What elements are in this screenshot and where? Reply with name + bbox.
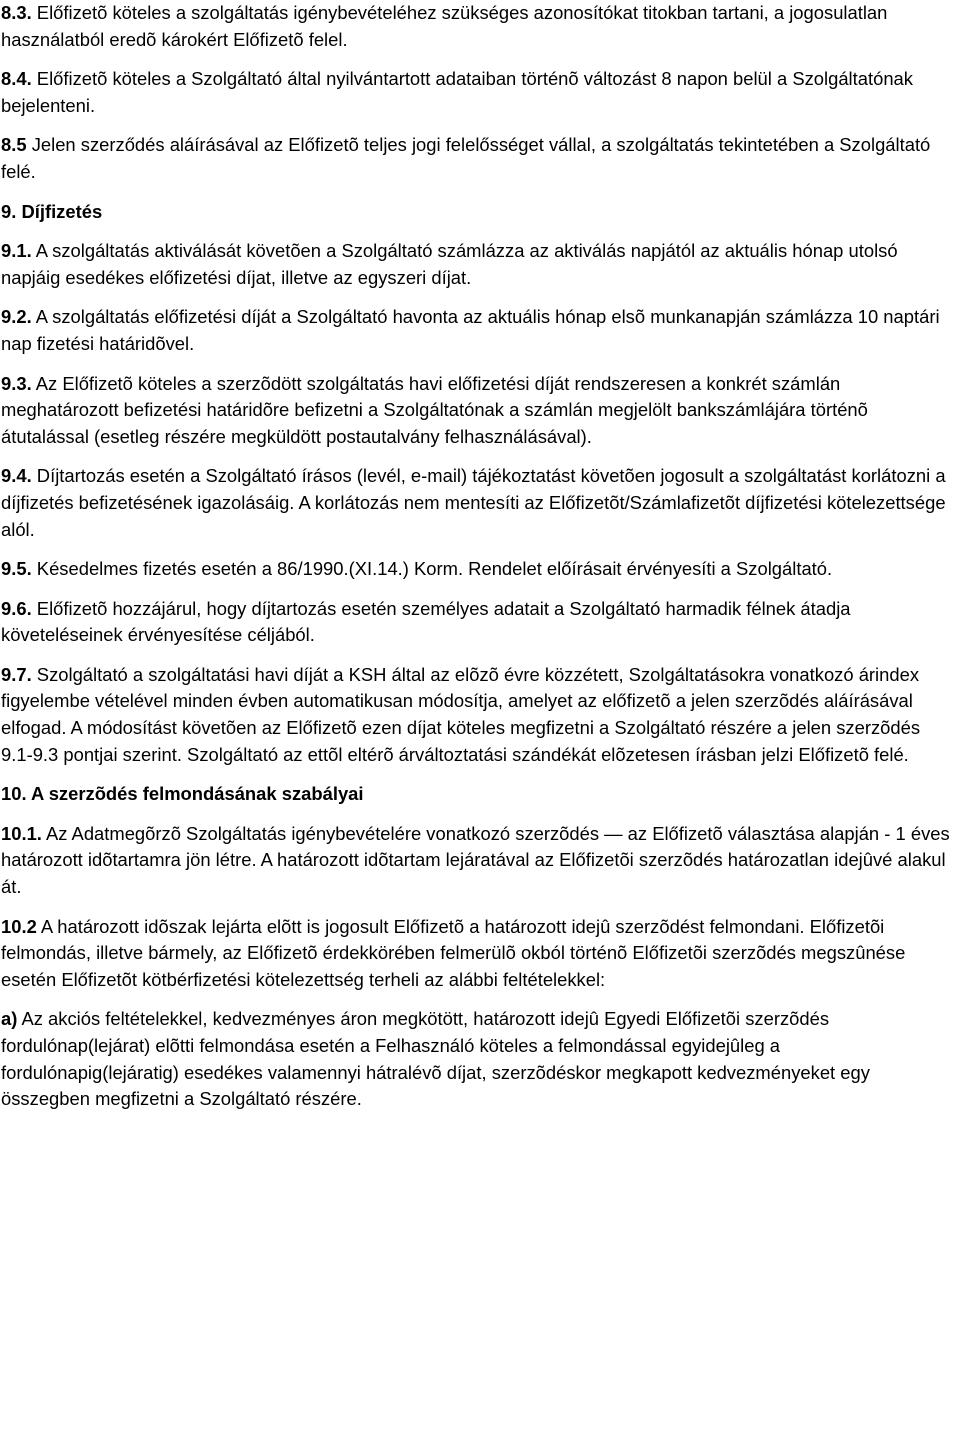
paragraph-9-6 xyxy=(1,596,951,649)
paragraph-a xyxy=(1,1006,951,1112)
paragraph-text: Késedelmes fizetés esetén a 86/1990.(XI.14.) Korm. Rendelet előírásait érvényesíti a Szolgáltató. xyxy=(31,558,833,580)
paragraph-text: A szolgáltatás előfizetési díját a Szolgáltató havonta az aktuális hónap elsõ munkanapján számlázza 10 naptári nap fizetési határidõvel. xyxy=(1,306,940,354)
section-heading-10: 10. A szerzõdés felmondásának szabályai xyxy=(1,783,364,805)
paragraph-number: 9.2. xyxy=(1,306,32,328)
paragraph-text: Előfizetõ hozzájárul, hogy díjtartozás esetén személyes adatait a Szolgáltató harmadik félnek átadja követeléseinek érvényesítése céljából. xyxy=(1,597,851,646)
paragraph-text: Az Előfizetõ köteles a szerzõdött szolgáltatás havi előfizetési díját rendszeresen a konkrét számlán meghatározott befizetési határidõre befizetni a Szolgáltatónak a számlán megjelölt bankszámlájára történõ átutalással (esetleg részére megküldött postautalvány felhasználásával). xyxy=(1,372,868,447)
paragraph-text: Szolgáltató a szolgáltatási havi díját a KSH által az elõzõ évre közzétett, Szolgáltatásokra vonatkozó árindex figyelembe vételével minden évben automatikusan módosítja, amelyet az előfizetõ a jelen szerzõdés aláírásával elfogad. A módosítást követõen az Előfizetõ ezen díjat köteles megfizetni a Szolgáltató részére a jelen szerzõdés 9.1-9.3 pontjai szerint. Szolgáltató az ettõl eltérõ árváltoztatási szándékát elõzetesen írásban jelzi Előfizetõ felé. xyxy=(1,663,921,765)
paragraph-number: 9.3. xyxy=(1,372,32,394)
paragraph-text: Az Adatmegõrzõ Szolgáltatás igénybevételére vonatkozó szerzõdés — az Előfizetõ választása alapján - 1 éves határozott idõtartamra jön létre. A határozott idõtartam lejáratával az Előfizetõi szerzõdés határozatlan idejûvé alakul át. xyxy=(1,822,950,898)
paragraph-number: 8.4. xyxy=(1,68,32,90)
paragraph-9-4 xyxy=(1,463,951,543)
paragraph-number: 9.1. xyxy=(1,240,32,262)
paragraph-text: Előfizetõ köteles a Szolgáltató által nyilvántartott adataiban történõ változást 8 napon belül a Szolgáltatónak bejelenteni. xyxy=(1,68,913,116)
paragraph-8-4 xyxy=(1,66,951,119)
paragraph-number: 10.1. xyxy=(1,822,42,844)
paragraph-text: Díjtartozás esetén a Szolgáltató írásos (levél, e-mail) tájékoztatást követõen jogosult a szolgáltatást korlátozni a díjfizetés befizetésének igazolásáig. A korlátozás nem mentesíti az Előfizetõt/Számlafizetõt díjfizetési kötelezettsége alól. xyxy=(1,465,946,540)
paragraph-number: 9.7. xyxy=(1,663,32,685)
paragraph-text: Jelen szerződés aláírásával az Előfizetõ teljes jogi felelősséget vállal, a szolgáltatás tekintetében a Szolgáltató felé. xyxy=(1,134,931,182)
paragraph-number: 9.6. xyxy=(1,597,32,619)
paragraph-text: Előfizetõ köteles a szolgáltatás igénybevételéhez szükséges azonosítókat titokban tartani, a jogosulatlan használatból eredõ károkért Előfizetõ felel. xyxy=(1,2,888,50)
paragraph-10-2 xyxy=(1,914,951,994)
paragraph-9-1 xyxy=(1,238,951,291)
paragraph-number: 8.3. xyxy=(1,2,32,23)
paragraph-8-5 xyxy=(1,132,951,185)
section-heading-9: 9. Díjfizetés xyxy=(1,200,103,222)
paragraph-number: 9.4. xyxy=(1,465,32,487)
paragraph-9-5 xyxy=(1,556,951,583)
paragraph-text: A szolgáltatás aktiválását követõen a Szolgáltató számlázza az aktiválás napjától az aktuális hónap utolsó napjáig esedékes előfizetési díjat, illetve az egyszeri díjat. xyxy=(1,240,898,288)
paragraph-number: 10.2 xyxy=(1,915,37,937)
paragraph-text: A határozott idõszak lejárta elõtt is jogosult Előfizetõ a határozott idejû szerzõdést felmondani. Előfizetõi felmondás, illetve bármely, az Előfizetõ érdekkörében felmerülõ okból történõ Előfizetõi szerzõdés megszûnése esetén Előfizetõt kötbérfizetési kötelezettség terheli az alábbi feltételekkel: xyxy=(1,915,906,990)
paragraph-text: Az akciós feltételekkel, kedvezményes áron megkötött, határozott idejû Egyedi Előfizetõi szerzõdés fordulónap(lejárat) elõtti felmondása esetén a Felhasználó köteles a felmondással egyidejûleg a fordulónapig(lejáratig) esedékes valamennyi hátralévõ díjat, szerzõdéskor megkapott kedvezményeket egy összegben megfizetni a Szolgáltató részére. xyxy=(1,1008,870,1110)
paragraph-number: 9.5. xyxy=(1,558,32,580)
paragraph-10-1 xyxy=(1,821,951,901)
paragraph-number: 8.5 xyxy=(1,134,27,156)
paragraph-number: a) xyxy=(1,1008,18,1030)
paragraph-8-3 xyxy=(1,0,951,53)
paragraph-9-2 xyxy=(1,304,951,357)
paragraph-9-7 xyxy=(1,662,951,768)
paragraph-9-3 xyxy=(1,371,951,451)
